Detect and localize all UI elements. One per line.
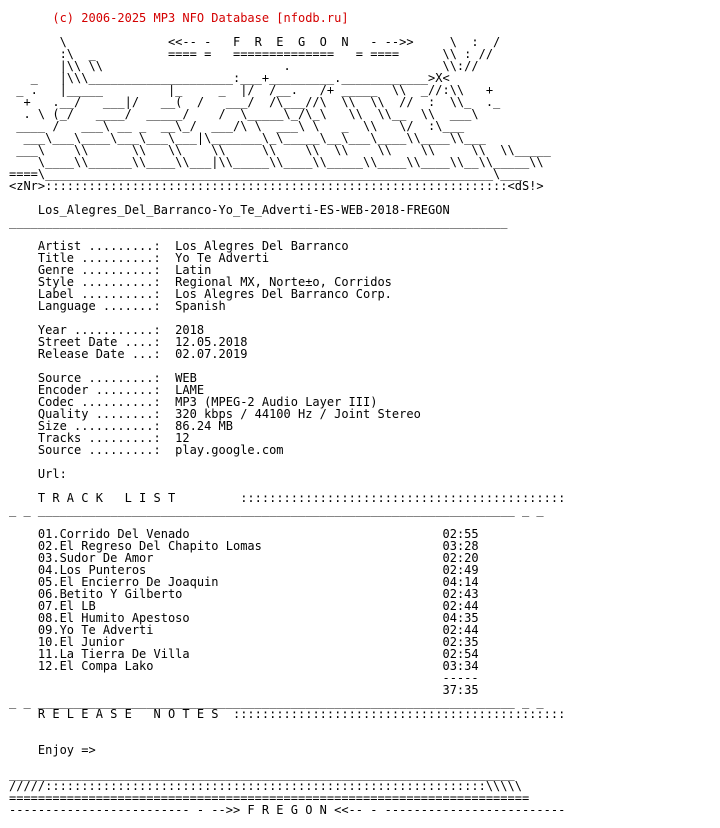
info-line-1: Artist .........: Los Alegres Del Barranco <box>9 239 349 253</box>
tech-line-3: Codec ..........: MP3 (MPEG-2 Audio Layer III) <box>9 395 378 409</box>
track-time: 02:44 <box>442 599 479 613</box>
banner-line-7: . \ (_/ ____/ _____/ / \_____\_/\_\ \\ \\__ \\ ___\ <box>9 107 479 121</box>
track-title: 02.El Regreso Del Chapito Lomas <box>37 539 262 553</box>
footer-line-2: /////:::::::::::::::::::::::::::::::::::::::::::::::::::::::::::::\\\\\ <box>9 779 522 793</box>
release-name: Los_Alegres_Del_Barranco-Yo_Te_Adverti-ES-WEB-2018-FREGON <box>37 203 450 217</box>
tech-line-7: Source .........: play.google.com <box>9 443 284 457</box>
track-time: 02:54 <box>442 647 479 661</box>
banner-line-11: \____\\______\\____\\___|\\_____\\____\\_____\\____\\____\\__\\_____\\ <box>9 155 544 169</box>
footer-art <box>9 768 565 816</box>
banner-line-1: \ <<-- - F R E G O N - -->> \ : / <box>9 35 501 49</box>
tech-line-2: Encoder ........: LAME <box>9 383 205 397</box>
track-time: 02:49 <box>442 563 479 577</box>
tracklist-heading: T R A C K L I S T ::::::::::::::::::::::::::::::::::::::::::::: <box>37 491 566 505</box>
banner-line-3: |\\ \\ . \\:// <box>9 59 479 73</box>
track-time: 02:20 <box>442 551 479 565</box>
banner-line-5: _ . |_____ |_ _ |/ /__. /+ _____ \\ _//:\\ + <box>9 83 494 97</box>
tech-line-6: Tracks .........: 12 <box>9 431 190 445</box>
track-time: 04:14 <box>442 575 479 589</box>
track-time: 02:55 <box>442 527 479 541</box>
tech-line-1: Source .........: WEB <box>9 371 197 385</box>
date-line-3: Release Date ...: 02.07.2019 <box>9 347 248 361</box>
track-title: 11.La Tierra De Villa <box>37 647 190 661</box>
ascii-banner <box>9 36 565 192</box>
release-notes-text: Enjoy => <box>37 743 96 757</box>
info-block-main <box>9 240 565 312</box>
banner-line-2: :\ _ ==== = ============== = ==== \\ : // <box>9 47 494 61</box>
track-time: 03:28 <box>442 539 479 553</box>
track-title: 07.El LB <box>37 599 96 613</box>
info-line-5: Label ..........: Los Alegres Del Barranco Corp. <box>9 287 392 301</box>
info-block-dates <box>9 324 565 360</box>
site-header: (c) 2006-2025 MP3 NFO Database [nfodb.ru] <box>9 11 349 25</box>
tracklist-divider-top: _ _ __________________________________________________________________ _ _ <box>9 503 544 517</box>
info-block-tech <box>9 372 565 456</box>
tracklist-divider-bottom: _ _ __________________________________________________________________ _ _ <box>9 695 544 709</box>
tech-line-5: Size ...........: 86.24 MB <box>9 419 233 433</box>
banner-line-9: ___\___\____\___\___\___|\_______\_\_____\__\___\____\\____\\___ <box>9 131 486 145</box>
track-time: 02:43 <box>442 587 479 601</box>
release-notes-heading: R E L E A S E N O T E S :::::::::::::::::::::::::::::::::::::::::::::: <box>37 707 566 721</box>
banner-line-13: <zNr>::::::::::::::::::::::::::::::::::::::::::::::::::::::::::::::::<dS!> <box>9 179 544 193</box>
track-title: 10.El Junior <box>37 635 125 649</box>
info-line-4: Style ..........: Regional MX, Norte±o, Corridos <box>9 275 392 289</box>
date-line-1: Year ...........: 2018 <box>9 323 205 337</box>
banner-line-12: ====\______________________________________________________________\___ <box>9 167 522 181</box>
track-title: 05.El Encierro De Joaquin <box>37 575 219 589</box>
track-time: 04:35 <box>442 611 479 625</box>
track-list <box>9 528 565 672</box>
track-title: 03.Sudor De Amor <box>37 551 154 565</box>
tech-line-4: Quality ........: 320 kbps / 44100 Hz / Joint Stereo <box>9 407 421 421</box>
info-line-6: Language .......: Spanish <box>9 299 226 313</box>
footer-line-4: ------------------------- - -->> F R E G O N <<-- - ------------------------- <box>9 803 566 817</box>
banner-line-10: ___\ \\ \\ \\ \\ \\ \\ \\ \\ \\ \\ \\_____ <box>9 143 551 157</box>
track-title: 01.Corrido Del Venado <box>37 527 190 541</box>
info-line-3: Genre ..........: Latin <box>9 263 212 277</box>
track-title: 09.Yo Te Adverti <box>37 623 154 637</box>
banner-line-6: + .__/ ___|/ __( / ___/ /\___//\ \\ \\ // : \\_ ._ <box>9 95 501 109</box>
release-rule: _____________________________________________________________________ <box>9 215 508 229</box>
nfo-document <box>9 0 565 828</box>
date-line-2: Street Date ....: 12.05.2018 <box>9 335 248 349</box>
track-title: 12.El Compa Lako <box>37 659 154 673</box>
track-title: 06.Betito Y Gilberto <box>37 587 183 601</box>
info-line-2: Title ..........: Yo Te Adverti <box>9 251 270 265</box>
track-time: 02:44 <box>442 623 479 637</box>
total-rule: ----- <box>9 671 479 685</box>
track-time: 03:34 <box>442 659 479 673</box>
total-time: 37:35 <box>442 683 479 697</box>
footer-line-1: ______________________________________________________________________ <box>9 767 515 781</box>
banner-line-4: _ |\\\____________________:___+_________.____________>X< <box>9 71 450 85</box>
track-time: 02:35 <box>442 635 479 649</box>
footer-line-3: ======================================================================== <box>9 791 530 805</box>
track-title: 04.Los Punteros <box>37 563 147 577</box>
url-label: Url: <box>37 467 67 481</box>
banner-line-8: ____ / ___\ __ _ __\_/ ___/\ \ ___\ \ _ \\ \/ :\___ <box>9 119 465 133</box>
track-title: 08.El Humito Apestoso <box>37 611 190 625</box>
